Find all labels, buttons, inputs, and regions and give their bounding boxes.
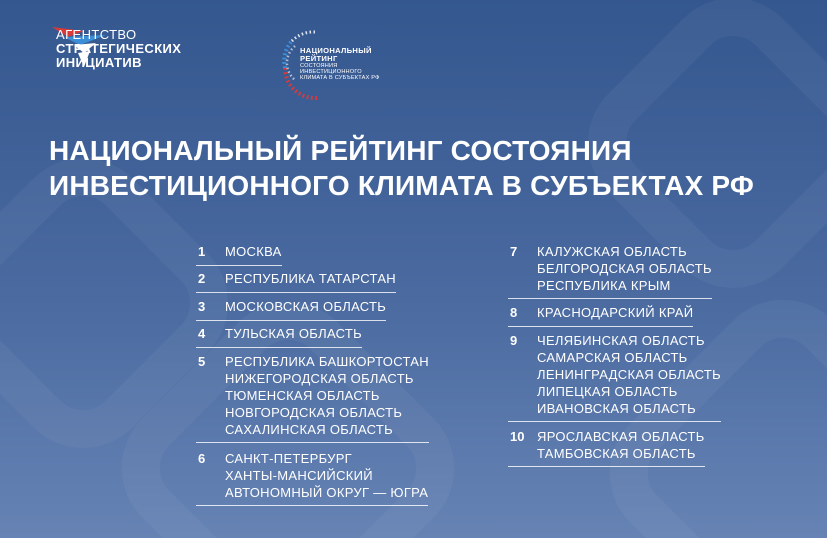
region-name: ИВАНОВСКАЯ ОБЛАСТЬ (537, 401, 697, 416)
region-name: АВТОНОМНЫЙ ОКРУГ — ЮГРА (225, 485, 429, 500)
region-name: САМАРСКАЯ ОБЛАСТЬ (537, 350, 688, 365)
region-names (225, 353, 429, 442)
region-name: МОСКОВСКАЯ ОБЛАСТЬ (225, 299, 387, 314)
ranking-row (508, 428, 705, 467)
ranking-row (196, 353, 429, 443)
page-title-line: ИНВЕСТИЦИОННОГО КЛИМАТА В СУБЪЕКТАХ РФ (49, 170, 754, 201)
page-title (49, 133, 754, 203)
region-names (537, 428, 705, 466)
region-name: КРАСНОДАРСКИЙ КРАЙ (537, 305, 694, 320)
region-name: НОВГОРОДСКАЯ ОБЛАСТЬ (225, 405, 403, 420)
asi-logo-line: СТРАТЕГИЧЕСКИХ (56, 41, 182, 56)
ranking-row (196, 270, 396, 293)
rank-number: 3 (198, 299, 206, 314)
rank-number: 7 (510, 244, 518, 259)
rating-logo-line: НАЦИОНАЛЬНЫЙ (300, 46, 372, 55)
asi-logo-line: ИНИЦИАТИВ (56, 55, 142, 70)
region-name: ТАМБОВСКАЯ ОБЛАСТЬ (537, 446, 696, 461)
region-name: ТУЛЬСКАЯ ОБЛАСТЬ (225, 326, 362, 341)
region-name: КАЛУЖСКАЯ ОБЛАСТЬ (537, 244, 687, 259)
ranking-row (196, 325, 362, 348)
region-name: РЕСПУБЛИКА КРЫМ (537, 278, 671, 293)
region-names (537, 304, 693, 326)
region-name: ЛИПЕЦКАЯ ОБЛАСТЬ (537, 384, 678, 399)
region-names (537, 332, 721, 421)
region-name: РЕСПУБЛИКА ТАТАРСТАН (225, 271, 396, 286)
asi-logo-text (56, 28, 181, 70)
region-name: ЯРОСЛАВСКАЯ ОБЛАСТЬ (537, 429, 705, 444)
rank-number: 9 (510, 333, 518, 348)
region-name: РЕСПУБЛИКА БАШКОРТОСТАН (225, 354, 429, 369)
rank-number: 4 (198, 326, 206, 341)
rank-number: 1 (198, 244, 206, 259)
rating-logo-line: РЕЙТИНГ (300, 54, 338, 63)
region-names (225, 298, 386, 320)
region-names (537, 243, 712, 298)
region-name: ХАНТЫ-МАНСИЙСКИЙ (225, 468, 373, 483)
rank-number: 8 (510, 305, 518, 320)
rank-number: 6 (198, 451, 206, 466)
region-name: САХАЛИНСКАЯ ОБЛАСТЬ (225, 422, 393, 437)
ranking-row (508, 243, 712, 299)
ranking-row (196, 243, 282, 266)
ranking-row (196, 298, 386, 321)
region-names (225, 450, 428, 505)
rating-logo-text (300, 47, 380, 82)
page-title-line: НАЦИОНАЛЬНЫЙ РЕЙТИНГ СОСТОЯНИЯ (49, 135, 632, 166)
region-name: ТЮМЕНСКАЯ ОБЛАСТЬ (225, 388, 380, 403)
region-name: МОСКВА (225, 244, 282, 259)
ranking-row (196, 450, 428, 506)
region-names (225, 270, 396, 292)
rank-number: 2 (198, 271, 206, 286)
region-name: БЕЛГОРОДСКАЯ ОБЛАСТЬ (537, 261, 712, 276)
ranking-row (508, 304, 693, 327)
region-name: САНКТ-ПЕТЕРБУРГ (225, 451, 353, 466)
rank-number: 10 (510, 429, 525, 444)
ranking-row (508, 332, 721, 422)
rating-logo-line: СОСТОЯНИЯ (300, 63, 338, 69)
rating-logo-line: ИНВЕСТИЦИОННОГО (300, 69, 362, 76)
asi-logo-line: АГЕНТСТВО (56, 27, 137, 42)
region-name: НИЖЕГОРОДСКАЯ ОБЛАСТЬ (225, 371, 414, 386)
region-names (225, 325, 362, 347)
region-names (225, 243, 282, 265)
rank-number: 5 (198, 354, 206, 369)
region-name: ЛЕНИНГРАДСКАЯ ОБЛАСТЬ (537, 367, 721, 382)
rating-logo-line: КЛИМАТА В СУБЪЕКТАХ РФ (300, 75, 380, 82)
region-name: ЧЕЛЯБИНСКАЯ ОБЛАСТЬ (537, 333, 705, 348)
